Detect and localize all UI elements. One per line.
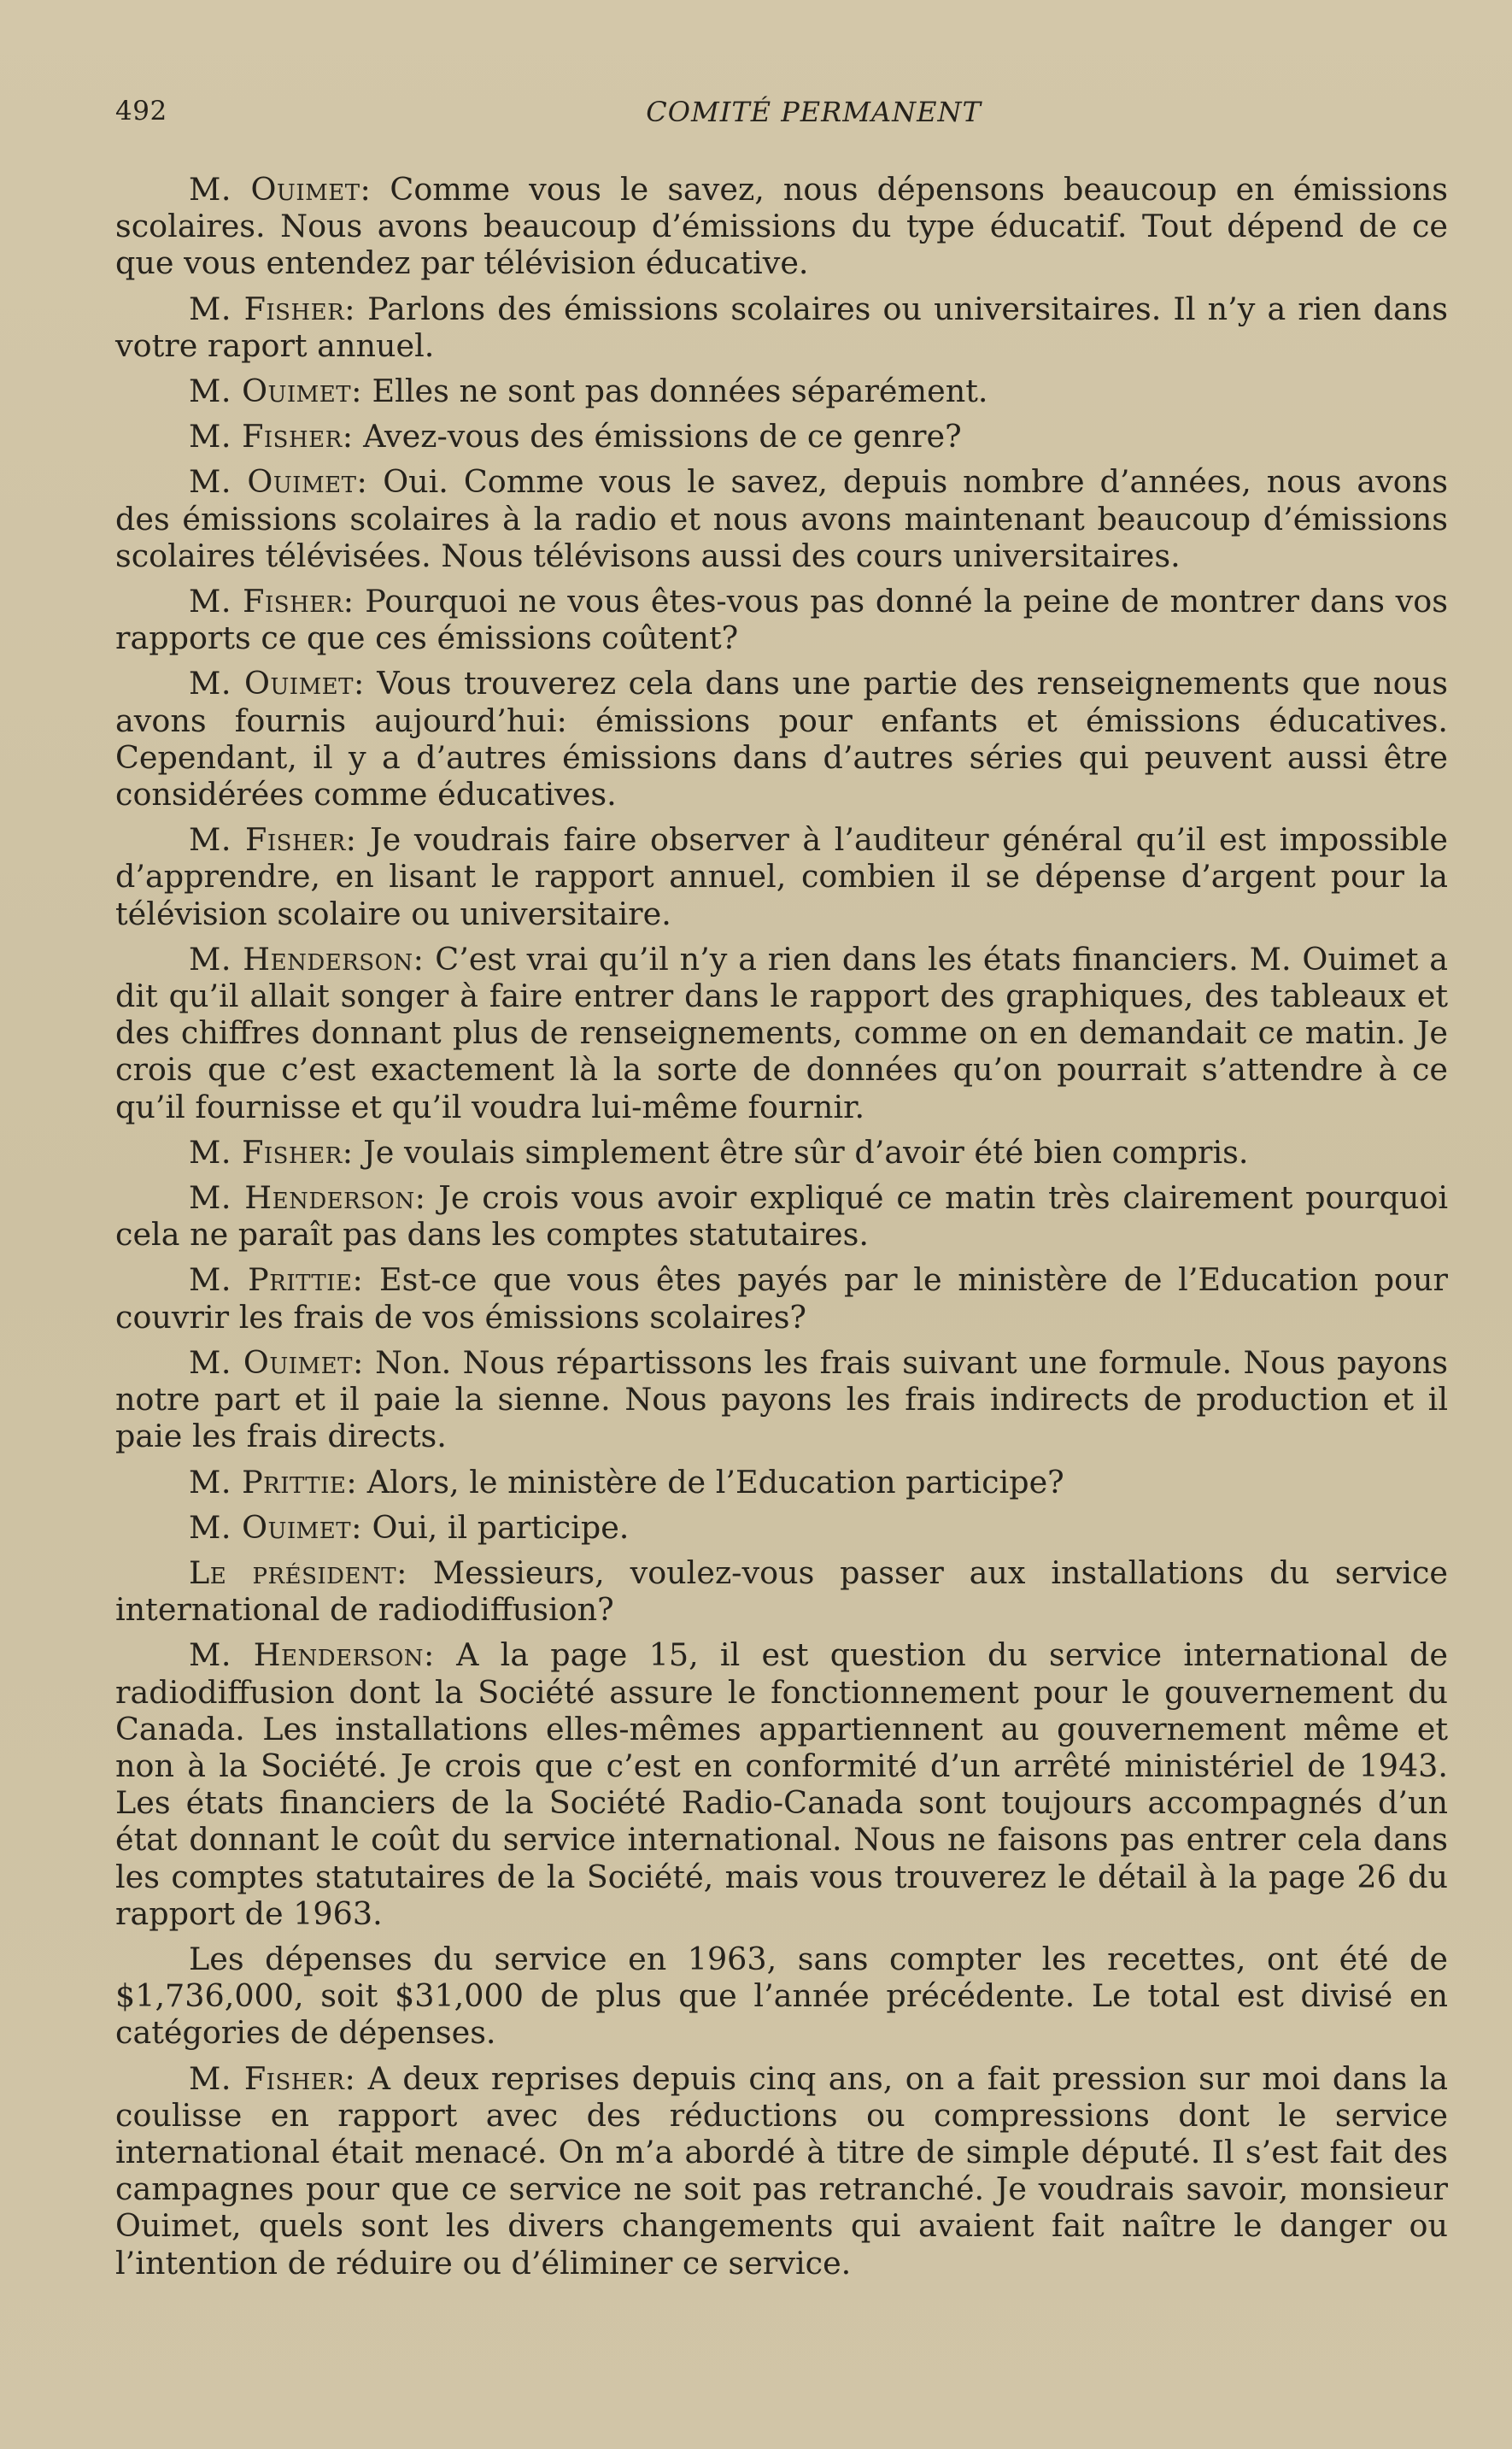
speaker-name: M. Ouimet: <box>189 171 372 208</box>
speaker-name: M. Ouimet: <box>189 373 362 410</box>
paragraph <box>115 373 1448 409</box>
paragraph <box>115 2060 1448 2282</box>
speaker-name: M. Ouimet: <box>189 665 365 702</box>
speaker-name: M. Ouimet: <box>189 1343 364 1381</box>
speaker-name: M. Prittie: <box>189 1463 358 1501</box>
speaker-name: M. Fisher: <box>189 2059 356 2097</box>
paragraph-text: Non. Nous répartissons les frais suivant une formule. Nous payons notre part et il paie la sienne. Nous payons les frais indirects de production et il paie les frais directs. <box>115 1343 1448 1455</box>
speaker-name: Le président: <box>189 1553 407 1591</box>
paragraph <box>115 1464 1448 1501</box>
transcript-body <box>115 171 1448 2290</box>
paragraph-text: Messieurs, voulez-vous passer aux installations du service international de radiodiffusion? <box>115 1553 1448 1629</box>
paragraph <box>115 1344 1448 1455</box>
paragraph-text: Alors, le ministère de l’Education participe? <box>357 1463 1064 1501</box>
speaker-name: M. Henderson: <box>189 1636 435 1674</box>
paragraph-text: Avez-vous des émissions de ce genre? <box>353 418 962 455</box>
speaker-name: M. Ouimet: <box>189 1508 362 1546</box>
speaker-name: M. Fisher: <box>189 1133 354 1171</box>
speaker-name: M. Fisher: <box>189 418 354 455</box>
page-header <box>115 96 1452 138</box>
page-number: 492 <box>115 96 167 126</box>
paragraph-text: Parlons des émissions scolaires ou universitaires. Il n’y a rien dans votre raport annuel. <box>115 290 1449 364</box>
paragraph <box>115 1261 1448 1335</box>
paragraph <box>115 1509 1448 1546</box>
paragraph-text: Est-ce que vous êtes payés par le ministère de l’Education pour couvrir les frais de vos émissions scolaires? <box>115 1261 1448 1336</box>
paragraph <box>115 1554 1448 1628</box>
speaker-name: M. Fisher: <box>189 290 356 327</box>
speaker-name: M. Prittie: <box>189 1261 364 1299</box>
paragraph-text: Je voudrais faire observer à l’auditeur général qu’il est impossible d’apprendre, en lisant le rapport annuel, combien il se dépense d’argent pour la télévision scolaire ou universitaire. <box>115 821 1448 932</box>
paragraph-text: Comme vous le savez, nous dépensons beaucoup en émissions scolaires. Nous avons beaucoup d’émissions du type éducatif. Tout dépend de ce que vous entendez par télévision éducative. <box>115 171 1448 282</box>
paragraph-text: Les dépenses du service en 1963, sans compter les recettes, ont été de $1,736,000, soit $31,000 de plus que l’année précédente. Le total est divisé en catégories de dépenses. <box>115 1940 1448 2052</box>
speaker-name: M. Fisher: <box>189 821 357 859</box>
paragraph-text: C’est vrai qu’il n’y a rien dans les états financiers. M. Ouimet a dit qu’il allait songer à faire entrer dans le rapport des graphiques, des tableaux et des chiffres donnant plus de renseignements, comme on en demandait ce matin. Je crois que c’est exactement là la sorte de données qu’on pourrait s’attendre à ce qu’il fournisse et qu’il voudra lui-même fournir. <box>115 940 1448 1125</box>
running-title: COMITÉ PERMANENT <box>646 96 982 128</box>
paragraph <box>115 463 1448 574</box>
paragraph <box>115 291 1448 364</box>
paragraph-text: A deux reprises depuis cinq ans, on a fait pression sur moi dans la coulisse en rapport avec des réductions ou compressions dont le service international était menacé. On m’a abordé à titre de simple député. Il s’est fait des campagnes pour que ce service ne soit pas retranché. Je voudrais savoir, monsieur Ouimet, quels sont les divers changements qui avaient fait naître le danger ou l’intention de réduire ou d’éliminer ce service. <box>115 2059 1449 2282</box>
paragraph-text: Oui, il participe. <box>361 1508 630 1546</box>
paragraph-text: A la page 15, il est question du service international de radiodiffusion dont la Société assure le fonctionnement pour le gouvernement du Canada. Les installations elles-mêmes appartiennent au gouvernement même et non à la Société. Je crois que c’est en conformité d’un arrêté ministériel de 1943. Les états financiers de la Société Radio-Canada sont toujours accompagnés d’un état donnant le coût du service international. Nous ne faisons pas entrer cela dans les comptes statutaires de la Société, mais vous trouverez le détail à la page 26 du rapport de 1963. <box>115 1636 1449 1932</box>
speaker-name: M. Henderson: <box>189 1179 426 1217</box>
speaker-name: M. Ouimet: <box>189 463 368 501</box>
paragraph <box>115 941 1448 1125</box>
paragraph-text: Je crois vous avoir expliqué ce matin très clairement pourquoi cela ne paraît pas dans les comptes statutaires. <box>115 1179 1448 1254</box>
speaker-name: M. Henderson: <box>189 940 425 978</box>
paragraph-text: Pourquoi ne vous êtes-vous pas donné la peine de montrer dans vos rapports ce que ces émissions coûtent? <box>115 583 1448 657</box>
paragraph <box>115 1179 1448 1253</box>
paragraph <box>115 171 1448 282</box>
paragraph <box>115 821 1448 932</box>
speaker-name: M. Fisher: <box>189 583 355 620</box>
paragraph-text: Je voulais simplement être sûr d’avoir été bien compris. <box>353 1133 1249 1171</box>
paragraph-text: Vous trouverez cela dans une partie des renseignements que nous avons fournis aujourd’hui: émissions pour enfants et émissions éducatives. Cependant, il y a d’autres émissions dans d’autres séries qui peuvent aussi être considérées comme éducatives. <box>115 665 1448 813</box>
paragraph <box>115 1134 1448 1171</box>
paragraph <box>115 418 1448 455</box>
paragraph <box>115 583 1448 656</box>
paragraph-text: Oui. Comme vous le savez, depuis nombre d’années, nous avons des émissions scolaires à la radio et nous avons maintenant beaucoup d’émissions scolaires télévisées. Nous télévisons aussi des cours universitaires. <box>115 463 1448 574</box>
paragraph-text: Elles ne sont pas données séparément. <box>361 373 988 410</box>
paragraph <box>115 1941 1448 2052</box>
paragraph <box>115 1636 1448 1932</box>
paragraph <box>115 665 1448 813</box>
